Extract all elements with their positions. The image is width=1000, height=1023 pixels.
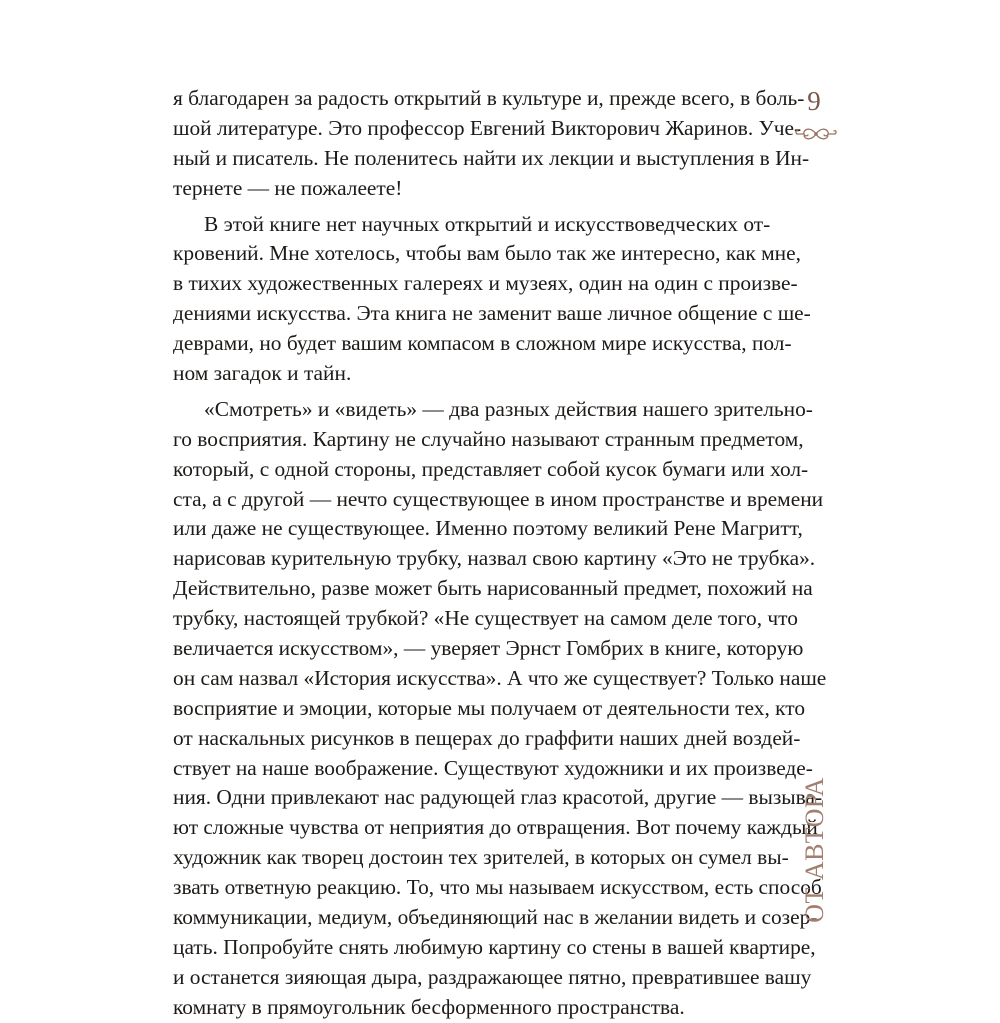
text-line: ния. Одни привлекают нас радующей глаз красотой, другие — вызыва- <box>173 785 823 810</box>
text-line: ствует на наше воображение. Существуют художники и их произведе- <box>173 755 813 780</box>
text-line: или даже не существующее. Именно поэтому великий Рене Магритт, <box>173 516 803 541</box>
text-line: художник как творец достоин тех зрителей, в которых он сумел вы- <box>173 845 789 870</box>
text-line: комнату в прямоугольник бесформенного пространства. <box>173 994 685 1019</box>
text-line: В этой книге нет научных открытий и искусствоведческих от- <box>204 211 771 236</box>
text-line: дениями искусства. Эта книга не заменит ваше личное общение с ше- <box>173 301 811 326</box>
text-line: и останется зияющая дыра, раздражающее пятно, превратившее вашу <box>173 964 812 989</box>
text-line: тернете — не пожалеете! <box>173 175 403 200</box>
text-line: ют сложные чувства от неприятия до отвращения. Вот почему каждый <box>173 815 818 840</box>
text-line: величается искусством», — уверяет Эрнст Гомбрих в книге, которую <box>173 636 804 661</box>
text-line: который, с одной стороны, представляет собой кусок бумаги или хол- <box>173 456 809 481</box>
text-line: шой литературе. Это профессор Евгений Викторович Жаринов. Уче- <box>173 115 802 140</box>
text-line: он сам назвал «История искусства». А что же существует? Только наше <box>173 665 827 690</box>
text-line: нарисовав курительную трубку, назвал свою картину «Это не трубка». <box>173 546 816 571</box>
text-line: деврами, но будет вашим компасом в сложном мире искусства, пол- <box>173 331 792 356</box>
text-line: Действительно, разве может быть нарисованный предмет, похожий на <box>173 576 813 601</box>
text-line: цать. Попробуйте снять любимую картину со стены в вашей квартире, <box>173 934 816 959</box>
text-line: ста, а с другой — нечто существующее в ином пространстве и времени <box>173 486 824 511</box>
text-line: коммуникации, медиум, объединяющий нас в желании видеть и созер- <box>173 905 818 930</box>
fleuron-ornament-icon <box>794 122 838 146</box>
text-line: «Смотреть» и «видеть» — два разных действия нашего зрительно- <box>204 396 813 421</box>
text-line: восприятие и эмоции, которые мы получаем от деятельности тех, кто <box>173 695 806 720</box>
text-line: кровений. Мне хотелось, чтобы вам было так же интересно, как мне, <box>173 241 801 266</box>
running-head <box>795 770 835 930</box>
text-line: звать ответную реакцию. То, что мы называем искусством, есть способ <box>173 875 822 900</box>
page-number: 9 <box>807 86 821 116</box>
running-head-label: ОТ АВТОРА <box>800 777 829 923</box>
text-line: ный и писатель. Не поленитесь найти их лекции и выступления в Ин- <box>173 145 810 170</box>
paragraph <box>173 84 810 204</box>
text-line: в тихих художественных галереях и музеях, один на один с произве- <box>173 271 798 296</box>
text-line: ном загадок и тайн. <box>173 361 352 386</box>
text-line: го восприятия. Картину не случайно называют странным предметом, <box>173 426 804 451</box>
paragraph <box>173 210 811 389</box>
text-line: трубку, настоящей трубкой? «Не существует на самом деле того, что <box>173 606 798 631</box>
text-line: от наскальных рисунков в пещерах до граффити наших дней воздей- <box>173 725 801 750</box>
text-line: я благодарен за радость открытий в культуре и, прежде всего, в боль- <box>173 86 805 110</box>
